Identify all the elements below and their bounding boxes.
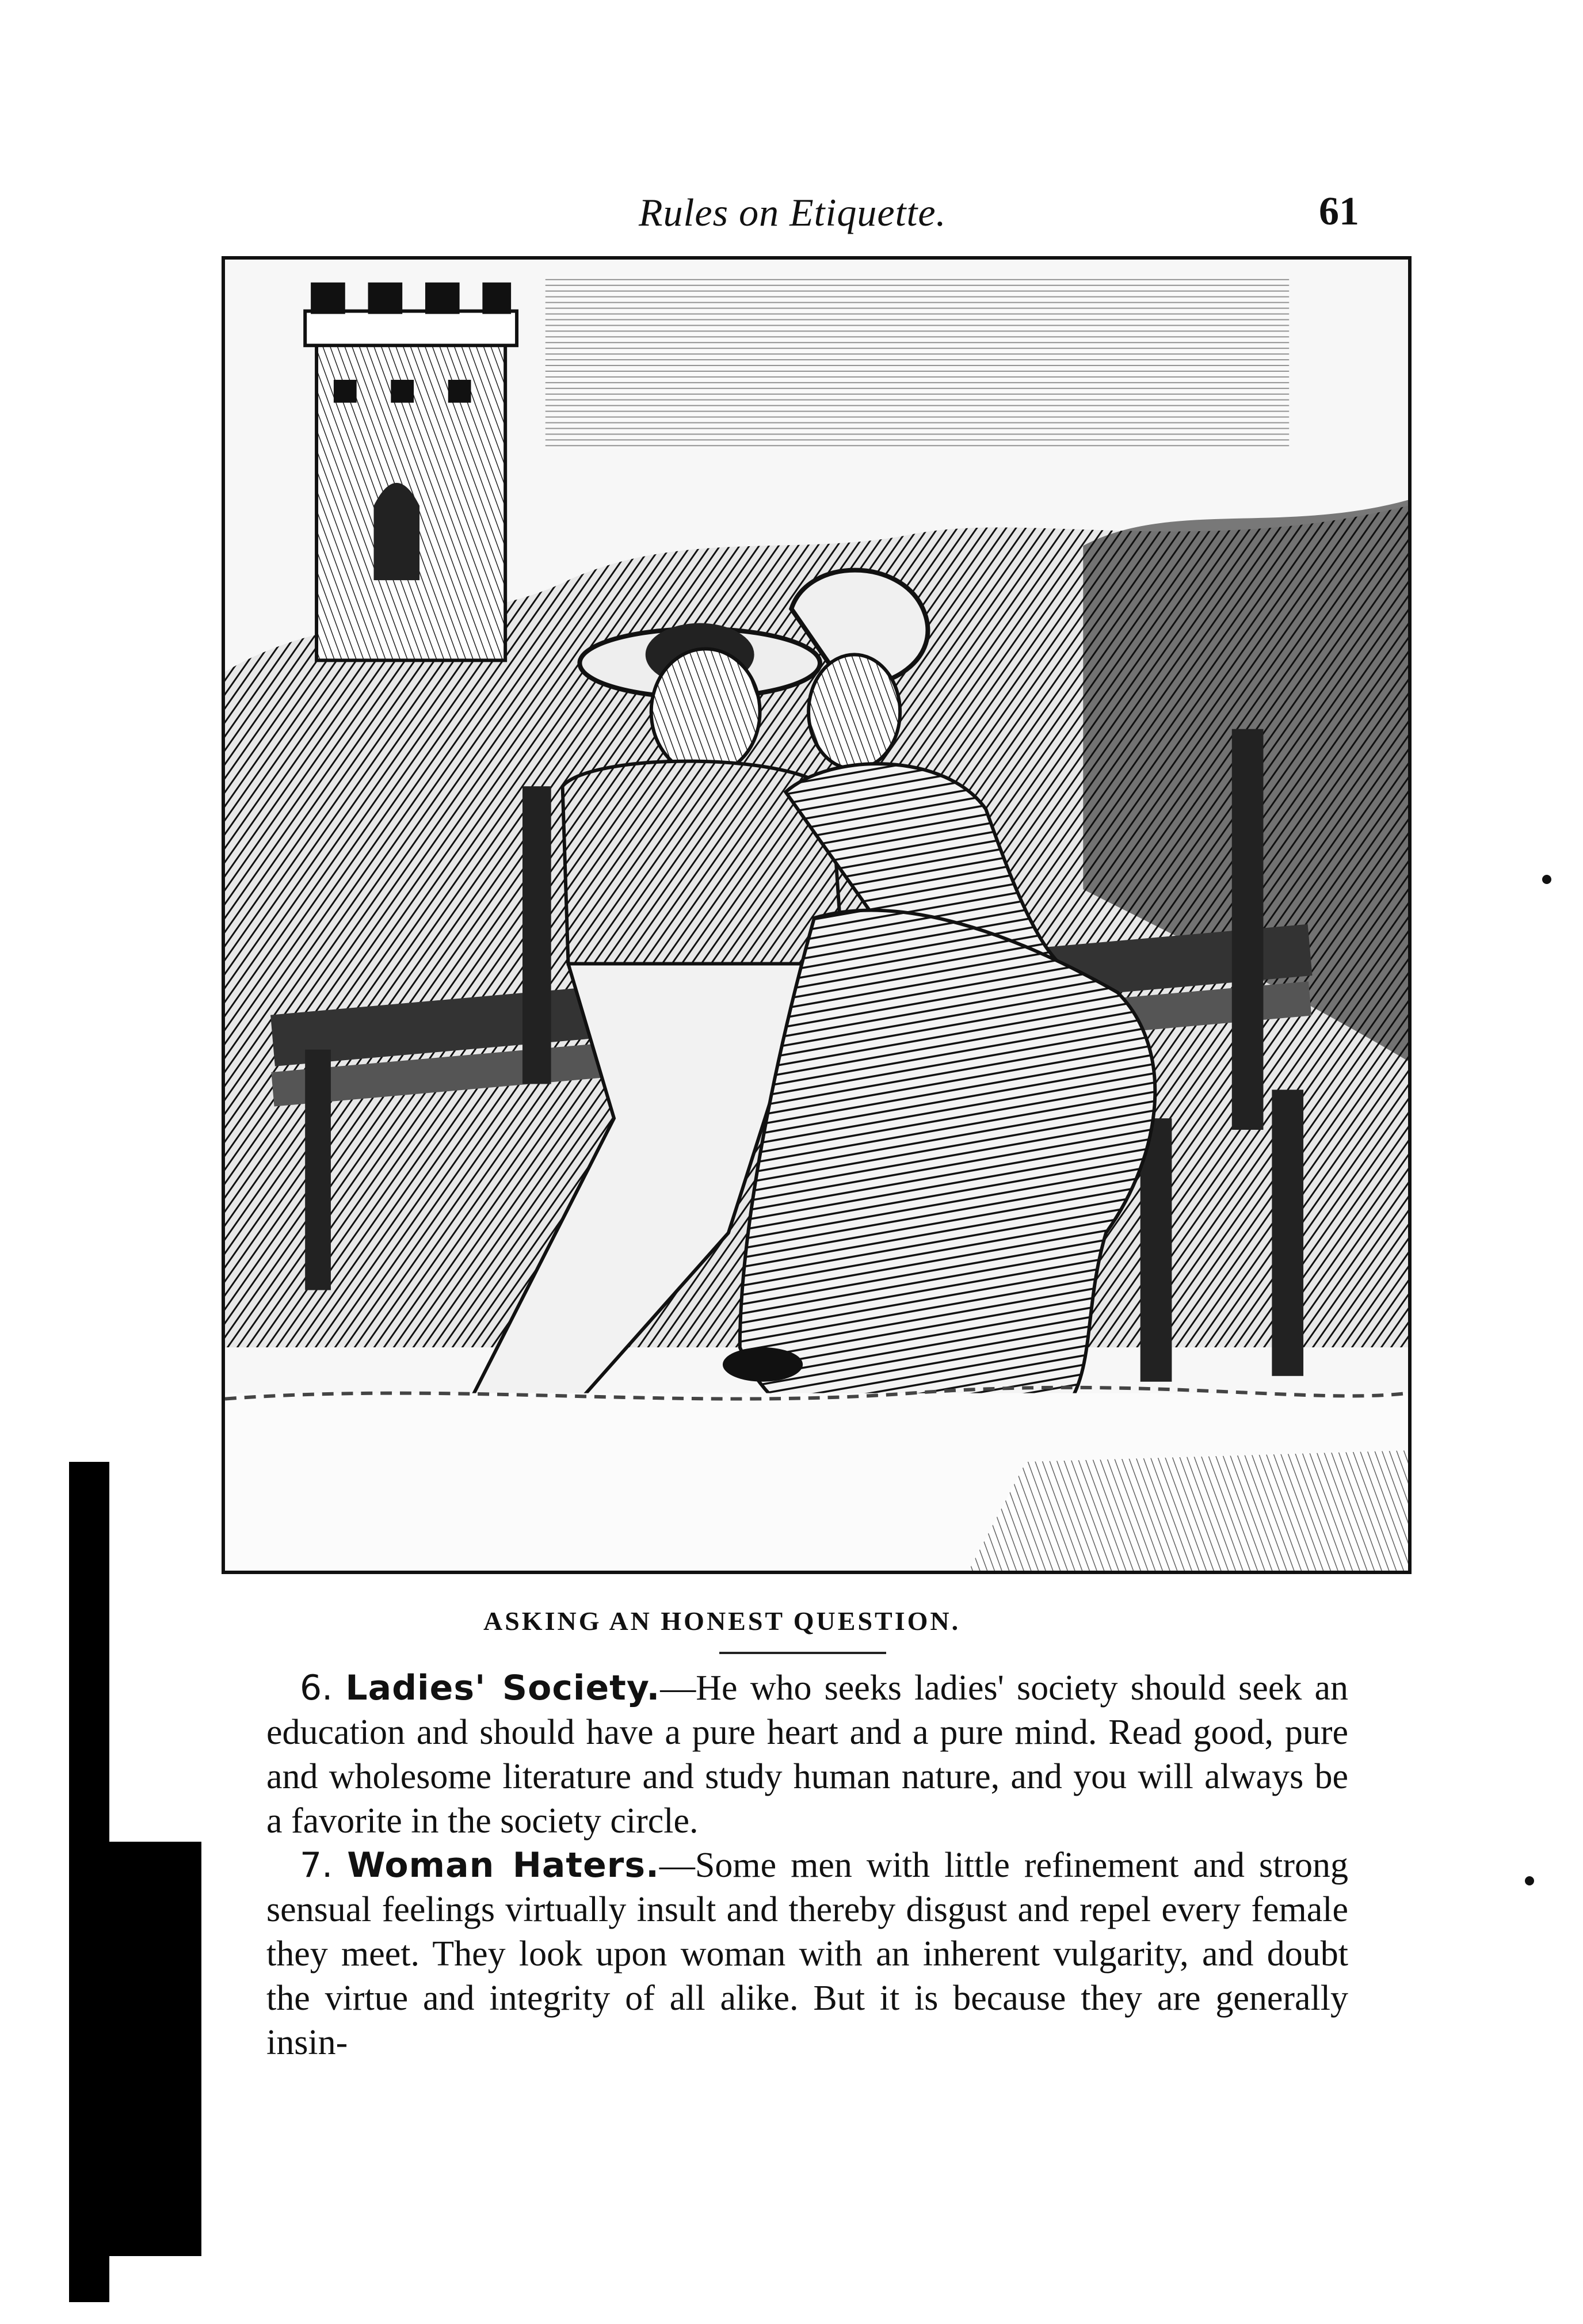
paragraph-woman-haters: [266, 1843, 1348, 2065]
caption-rule: [719, 1652, 886, 1654]
paragraph-ladies-society: [266, 1666, 1348, 1843]
scan-speck: [1542, 875, 1551, 884]
running-title: Rules on Etiquette.: [639, 191, 947, 234]
illustration-caption: ASKING AN HONEST QUESTION.: [483, 1606, 961, 1636]
scan-speck: [1525, 1876, 1534, 1885]
paragraph-heading: Ladies' Society.: [345, 1668, 661, 1708]
paragraph-dash: —: [660, 1668, 696, 1708]
page-number: 61: [1319, 189, 1359, 234]
tower: [305, 283, 517, 661]
paragraph-dash: —: [659, 1846, 695, 1885]
engraving-couple-on-bench-icon: [222, 256, 1412, 1574]
paragraph-heading: Woman Haters.: [347, 1845, 659, 1885]
engraving-illustration: [225, 260, 1408, 1571]
body-text: [266, 1666, 1348, 2065]
scan-shadow-wide: [92, 1842, 201, 2256]
scan-margin-shadow: [63, 1462, 201, 2302]
paragraph-number: 6.: [300, 1668, 333, 1708]
sky: [546, 277, 1289, 448]
paragraph-text: He who seeks ladies' society should seek an education and should have a pure heart and a pure mind. Read good, pure and wholesome literature and study human nature, and you will always be a favorite in the society circle.: [266, 1668, 1348, 1841]
ground-shading: [968, 1450, 1408, 1571]
paragraph-number: 7.: [300, 1845, 333, 1885]
paragraph-text: Some men with little refinement and strong sensual feelings virtually insult and thereby disgust and repel every female they meet. They look upon woman with an inherent vulgarity, and doubt the virtue and integrity of all alike. But it is because they are generally insin-: [266, 1846, 1348, 2062]
